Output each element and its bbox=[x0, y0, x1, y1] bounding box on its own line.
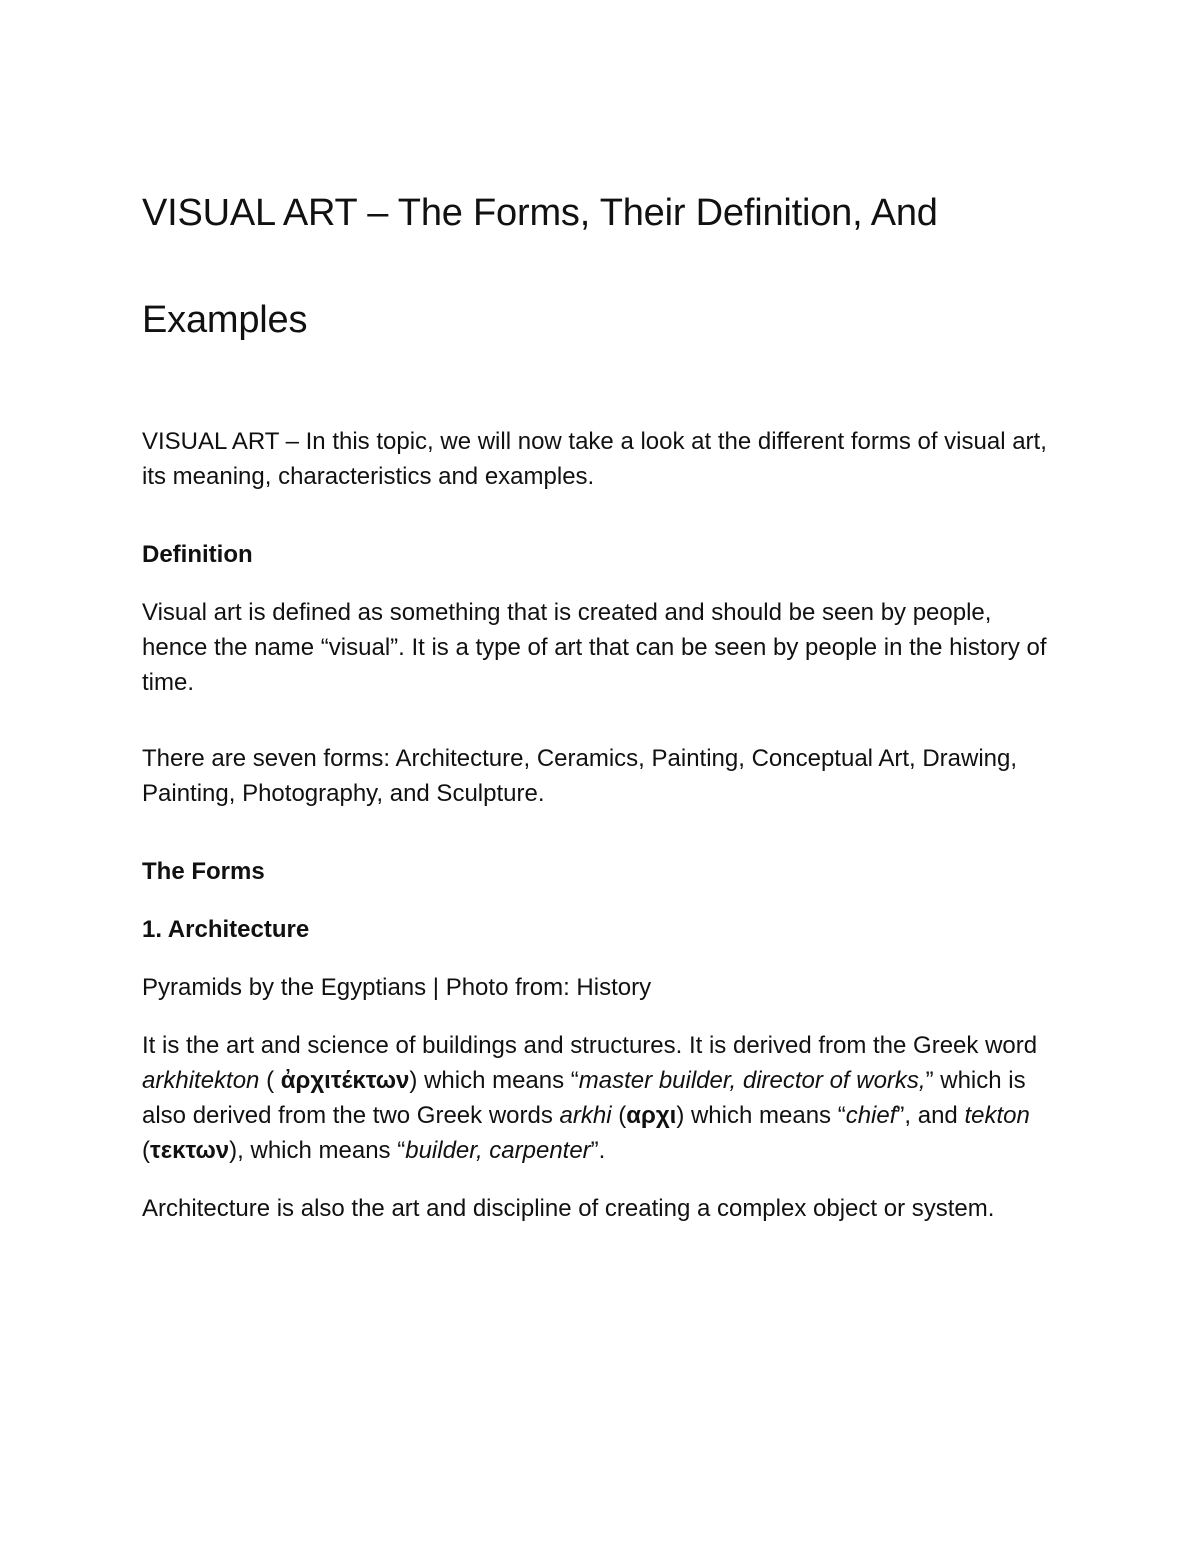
definition-paragraph: Visual art is defined as something that is created and should be seen by people, hence the name “visual”. It is a type of art that can be seen by people in the history of time. bbox=[142, 599, 1047, 696]
greek-word-arkhi: αρχι bbox=[626, 1102, 677, 1129]
meaning-chief: chief bbox=[845, 1102, 897, 1129]
greek-word-tekton: τεκτων bbox=[150, 1137, 230, 1164]
text-run: ” which is also derived from the two Greek words bbox=[142, 1067, 1026, 1129]
photo-caption: Pyramids by the Egyptians | Photo from: History bbox=[142, 974, 652, 1001]
term-arkhitekton: arkhitekton bbox=[142, 1067, 260, 1094]
architecture-heading: 1. Architecture bbox=[142, 916, 310, 943]
text-run: ”. bbox=[590, 1137, 606, 1164]
definition-heading: Definition bbox=[142, 541, 253, 568]
greek-word-arkhitekton: ἀρχιτέκτων bbox=[280, 1067, 410, 1094]
architecture-paragraph-2: Architecture is also the art and discipline of creating a complex object or system. bbox=[142, 1195, 995, 1222]
text-run: ( bbox=[611, 1102, 627, 1129]
text-run: ( bbox=[142, 1137, 150, 1164]
text-run: It is the art and science of buildings and structures. It is derived from the Greek word bbox=[142, 1032, 1038, 1059]
text-run: ”, and bbox=[896, 1102, 965, 1129]
text-run: ), which means “ bbox=[229, 1137, 406, 1164]
document-body bbox=[142, 160, 1062, 1226]
document-title bbox=[142, 160, 1062, 374]
text-run: ( bbox=[259, 1067, 281, 1094]
document-title-line-1: VISUAL ART – The Forms, Their Definition, And bbox=[142, 192, 938, 234]
term-tekton: tekton bbox=[964, 1102, 1030, 1129]
term-arkhi: arkhi bbox=[559, 1102, 612, 1129]
meaning-builder-carpenter: builder, carpenter bbox=[405, 1137, 591, 1164]
text-run: ) which means “ bbox=[676, 1102, 846, 1129]
intro-paragraph: VISUAL ART – In this topic, we will now take a look at the different forms of visual art, its meaning, characteristics and examples. bbox=[142, 428, 1047, 490]
meaning-master-builder: master builder, director of works, bbox=[578, 1067, 926, 1094]
architecture-paragraph bbox=[142, 1028, 1062, 1168]
document-title-line-2: Examples bbox=[142, 299, 308, 341]
text-run: ) which means “ bbox=[409, 1067, 579, 1094]
forms-heading: The Forms bbox=[142, 858, 265, 885]
forms-list-paragraph: There are seven forms: Architecture, Ceramics, Painting, Conceptual Art, Drawing, Painting, Photography, and Sculpture. bbox=[142, 745, 1018, 807]
